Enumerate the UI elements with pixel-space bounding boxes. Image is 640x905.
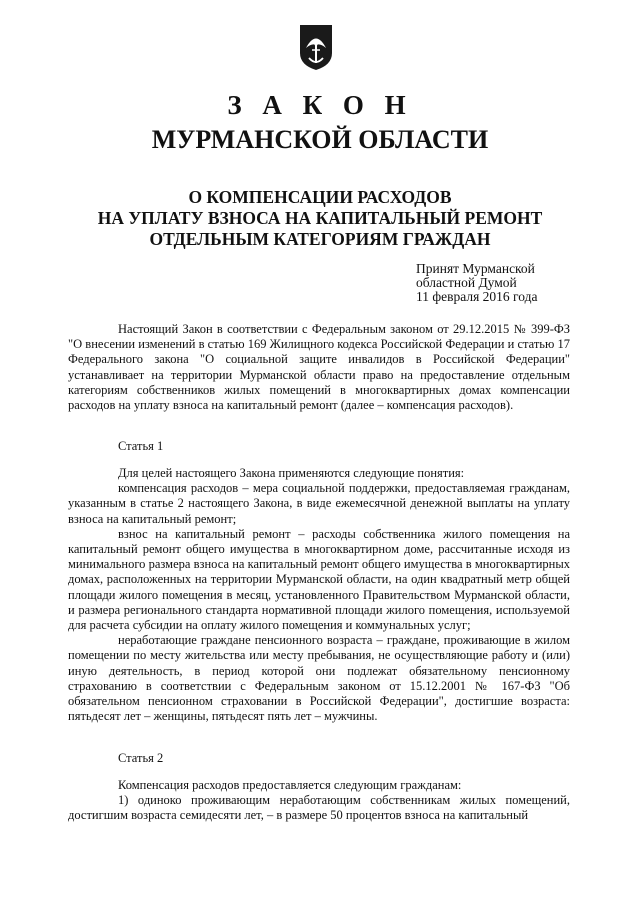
law-subtitle-line-1: О КОМПЕНСАЦИИ РАСХОДОВ [188, 187, 452, 207]
preamble [68, 322, 570, 413]
article-2-body [68, 778, 570, 824]
adopted-line-1: Принят Мурманской [416, 261, 535, 276]
preamble-paragraph: Настоящий Закон в соответствии с Федеральным законом от 29.12.2015 № 399-ФЗ "О внесении изменений в статью 169 Жилищного кодекса Российской Федерации и статью 17 Федерального закона "О социальной защите инвалидов в Российской Федерации" устанавливает на территории Мурманской области право на предоставление отдельным категориям собственников жилых помещений в многоквартирных домах компенсации расходов на уплату взноса на капитальный ремонт (далее – компенсация расходов). [68, 322, 570, 413]
article-1-heading: Статья 1 [118, 439, 164, 453]
murmansk-coat-of-arms-icon [296, 23, 336, 71]
article-1-paragraph-3: взнос на капитальный ремонт – расходы собственника жилого помещения на капитальный ремонт общего имущества в многоквартирном доме, рассчитанные исходя из минимального размера взноса на капитальный ремонт общего имущества в многоквартирных домах, расположенных на территории Мурманской области, на один квадратный метр общей площади жилого помещения в месяц, установленного Правительством Мурманской области, и размера регионального стандарта нормативной площади жилого помещения, используемой для расчета субсидии на оплату жилого помещения и коммунальных услуг; [68, 526, 570, 633]
law-subtitle-line-3: ОТДЕЛЬНЫМ КАТЕГОРИЯМ ГРАЖДАН [149, 229, 491, 249]
law-title: З А К О Н [227, 90, 413, 120]
adopted-date: 11 февраля 2016 года [416, 289, 538, 304]
article-2-paragraph-2: 1) одиноко проживающим неработающим собственникам жилых помещений, достигшим возраста семидесяти лет, – в размере 50 процентов взноса на капитальный [68, 793, 570, 823]
article-2-heading: Статья 2 [118, 751, 164, 765]
article-1-paragraph-1: Для целей настоящего Закона применяются следующие понятия: [118, 466, 465, 480]
article-1-body [68, 466, 570, 724]
law-subtitle-line-2: НА УПЛАТУ ВЗНОСА НА КАПИТАЛЬНЫЙ РЕМОНТ [97, 208, 543, 228]
article-1-paragraph-4: неработающие граждане пенсионного возраста – граждане, проживающие в жилом помещении по месту жительства или месту пребывания, не осуществляющие работу и (или) иную деятельность, в период которой они подлежат обязательному пенсионному страхованию в соответствии с Федеральным законом от 15.12.2001 № 167-ФЗ "Об обязательном пенсионном страховании в Российской Федерации", достигшие возраста: пятьдесят лет – женщины, пятьдесят пять лет – мужчины. [68, 633, 570, 724]
article-2-paragraph-1: Компенсация расходов предоставляется следующим гражданам: [118, 778, 462, 792]
region-title: МУРМАНСКОЙ ОБЛАСТИ [151, 125, 489, 154]
article-1-paragraph-2: компенсация расходов – мера социальной поддержки, предоставляемая гражданам, указанным в статье 2 настоящего Закона, в виде ежемесячной денежной выплаты на уплату взноса на капитальный ремонт; [68, 481, 570, 526]
adopted-line-2: областной Думой [416, 275, 517, 290]
